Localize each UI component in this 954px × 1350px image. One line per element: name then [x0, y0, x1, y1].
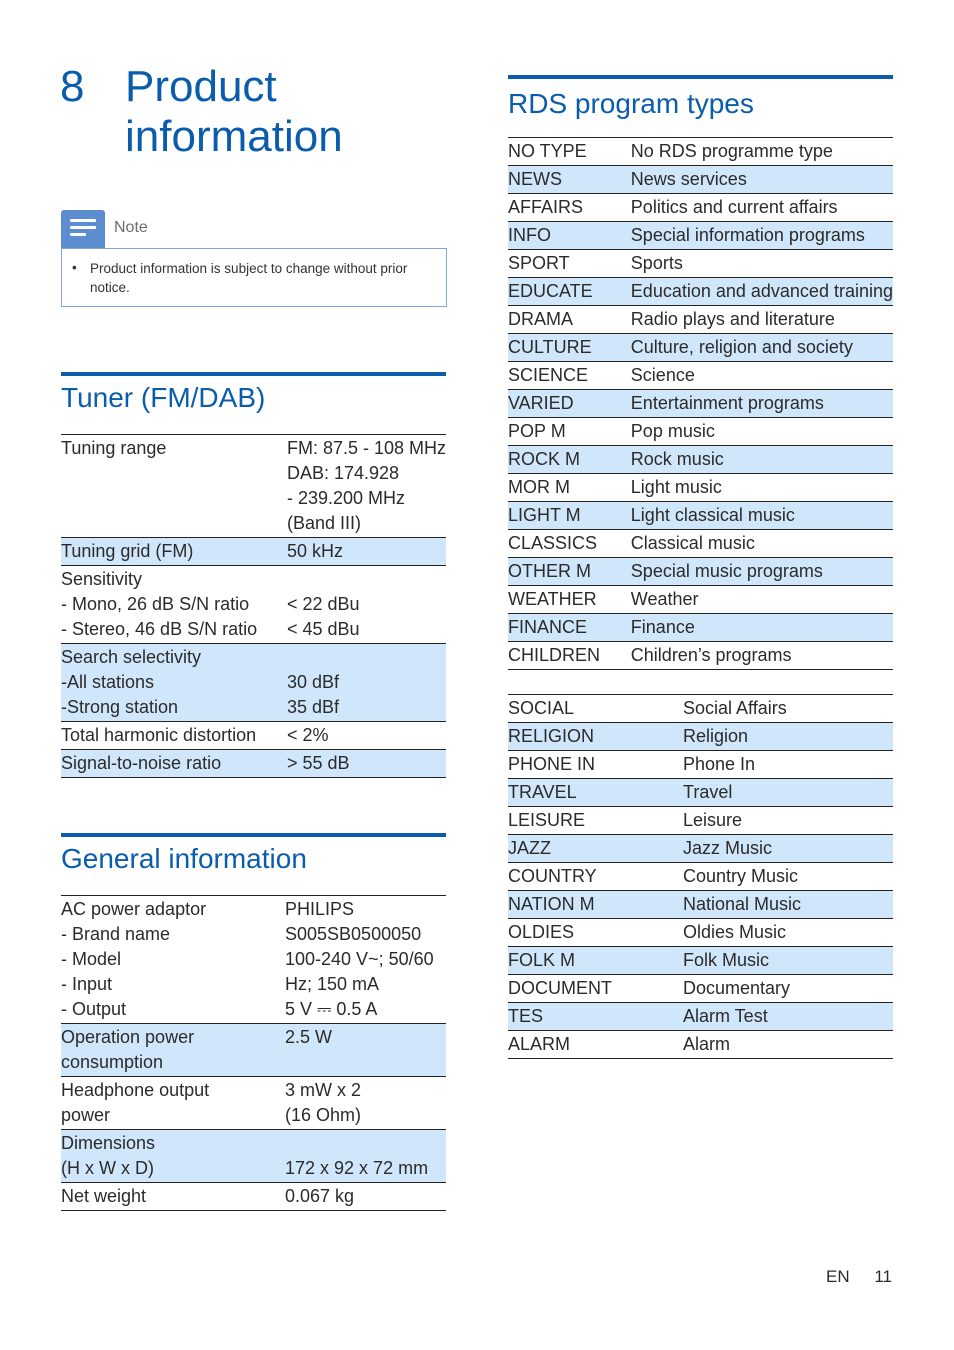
tuner-section — [61, 372, 446, 778]
table-row — [508, 306, 893, 334]
rds-description: Children’s programs — [631, 642, 893, 670]
rds-code: OTHER M — [508, 558, 631, 586]
cell-line: - Input — [61, 974, 113, 994]
general-section — [61, 833, 446, 1211]
rds-section — [508, 75, 893, 1059]
table-row — [508, 418, 893, 446]
spec-value — [287, 435, 446, 538]
cell-line: (H x W x D) — [61, 1158, 154, 1178]
rds-description: Radio plays and literature — [631, 306, 893, 334]
rds-code: CULTURE — [508, 334, 631, 362]
table-row — [508, 835, 893, 863]
note-label: Note — [114, 219, 148, 236]
rds-description: Oldies Music — [683, 919, 893, 947]
spec-value — [285, 896, 446, 1024]
rds-code: COUNTRY — [508, 863, 683, 891]
rds-code: WEATHER — [508, 586, 631, 614]
rds-description: Social Affairs — [683, 695, 893, 723]
rds-description: Folk Music — [683, 947, 893, 975]
rds-description: Leisure — [683, 807, 893, 835]
table-row — [61, 722, 446, 750]
bullet-icon: • — [72, 260, 77, 275]
rds-description: Light classical music — [631, 502, 893, 530]
table-row — [508, 194, 893, 222]
table-row — [508, 502, 893, 530]
cell-line: < 22 dBu — [286, 594, 360, 614]
rds-description: Sports — [631, 250, 893, 278]
spec-label — [61, 750, 287, 778]
cell-line: Tuning grid (FM) — [61, 541, 194, 561]
table-row — [61, 1077, 446, 1130]
cell-line: 50 kHz — [286, 541, 343, 561]
rds-description: No RDS programme type — [631, 138, 893, 166]
spec-label — [61, 1130, 285, 1183]
rds-code: LIGHT M — [508, 502, 631, 530]
rds-description: Culture, religion and society — [631, 334, 893, 362]
table-row — [508, 863, 893, 891]
cell-line: -All stations — [61, 672, 155, 692]
table-row — [61, 1183, 446, 1211]
cell-line: consumption — [61, 1052, 164, 1072]
rds-description: Country Music — [683, 863, 893, 891]
page-footer — [806, 1267, 892, 1287]
cell-line: - Output — [61, 999, 127, 1019]
table-row — [61, 435, 446, 538]
cell-line: Dimensions — [61, 1133, 156, 1153]
note-callout — [61, 210, 447, 307]
rds-description: Light music — [631, 474, 893, 502]
rds-description: Weather — [631, 586, 893, 614]
spec-label — [61, 644, 287, 722]
chapter-number: 8 — [60, 62, 85, 111]
tuner-section-title: Tuner (FM/DAB) — [61, 382, 266, 413]
rds-code: SOCIAL — [508, 695, 683, 723]
rds-code: NO TYPE — [508, 138, 631, 166]
note-header — [61, 210, 447, 248]
cell-line: AC power adaptor — [61, 899, 207, 919]
spec-value — [287, 722, 446, 750]
rds-code: TRAVEL — [508, 779, 683, 807]
rds-code: CLASSICS — [508, 530, 631, 558]
spec-value — [287, 566, 446, 644]
rds-description: Classical music — [631, 530, 893, 558]
rds-code: POP M — [508, 418, 631, 446]
rds-code: INFO — [508, 222, 631, 250]
cell-line: 172 x 92 x 72 mm — [285, 1158, 429, 1178]
spec-label — [61, 435, 287, 538]
general-spec-table — [61, 895, 446, 1211]
cell-line: Signal-to-noise ratio — [61, 753, 222, 773]
rds-code: NEWS — [508, 166, 631, 194]
table-row — [508, 751, 893, 779]
table-row — [508, 530, 893, 558]
cell-line: FM: 87.5 - 108 MHz — [286, 438, 446, 458]
rds-code: JAZZ — [508, 835, 683, 863]
spec-label — [61, 722, 287, 750]
table-row — [61, 644, 446, 722]
rds-code: EDUCATE — [508, 278, 631, 306]
table-row — [508, 446, 893, 474]
table-row — [508, 558, 893, 586]
table-row — [508, 250, 893, 278]
table-row — [508, 919, 893, 947]
cell-line: 3 mW x 2 — [285, 1080, 362, 1100]
rds-description: News services — [631, 166, 893, 194]
table-row — [508, 586, 893, 614]
spec-value — [285, 1130, 446, 1183]
spec-value — [285, 1183, 446, 1211]
cell-line: - 239.200 MHz — [286, 488, 406, 508]
cell-line: > 55 dB — [286, 753, 350, 773]
rds-description: Politics and current affairs — [631, 194, 893, 222]
cell-line: 30 dBf — [286, 672, 339, 692]
table-row — [508, 807, 893, 835]
cell-line: - Brand name — [61, 924, 171, 944]
note-lines-icon — [61, 210, 105, 248]
cell-line: Net weight — [61, 1186, 147, 1206]
rds-section-title: RDS program types — [508, 88, 754, 119]
rds-description: Documentary — [683, 975, 893, 1003]
cell-line: (16 Ohm) — [285, 1105, 362, 1125]
spec-label — [61, 896, 285, 1024]
general-section-title: General information — [61, 843, 307, 874]
cell-line: Operation power — [61, 1027, 195, 1047]
table-row — [508, 390, 893, 418]
chapter-title-line-2: information — [125, 112, 343, 161]
rds-code: FOLK M — [508, 947, 683, 975]
spec-label — [61, 566, 287, 644]
tuner-spec-table — [61, 434, 446, 778]
table-row — [508, 334, 893, 362]
cell-line: 0.067 kg — [285, 1186, 355, 1206]
table-row — [61, 750, 446, 778]
table-row — [61, 1130, 446, 1183]
rds-code: MOR M — [508, 474, 631, 502]
rds-code: SCIENCE — [508, 362, 631, 390]
page-number: 11 — [874, 1267, 892, 1286]
rds-description: Pop music — [631, 418, 893, 446]
spec-value — [287, 750, 446, 778]
note-text: Product information is subject to change without prior notice. — [90, 261, 408, 295]
cell-line: 5 V ⎓ 0.5 A — [285, 999, 378, 1019]
cell-line: 2.5 W — [285, 1027, 333, 1047]
footer-language: EN — [825, 1267, 850, 1286]
cell-line: - Mono, 26 dB S/N ratio — [61, 594, 250, 614]
rds-code: DOCUMENT — [508, 975, 683, 1003]
cell-line: S005SB0500050 — [285, 924, 422, 944]
rds-code: OLDIES — [508, 919, 683, 947]
cell-line: < 45 dBu — [286, 619, 360, 639]
table-row — [508, 222, 893, 250]
rds-description: Finance — [631, 614, 893, 642]
rds-description: Travel — [683, 779, 893, 807]
cell-line: -Strong station — [61, 697, 179, 717]
rds-description: Jazz Music — [683, 835, 893, 863]
table-row — [508, 1003, 893, 1031]
rds-description: Rock music — [631, 446, 893, 474]
cell-line: 35 dBf — [286, 697, 339, 717]
table-row — [61, 896, 446, 1024]
cell-line: 100-240 V~; 50/60 — [285, 949, 434, 969]
cell-line: Tuning range — [61, 438, 167, 458]
table-row — [508, 891, 893, 919]
spec-value — [287, 644, 446, 722]
rds-code: RELIGION — [508, 723, 683, 751]
rds-description: Alarm Test — [683, 1003, 893, 1031]
rds-description: Religion — [683, 723, 893, 751]
cell-line: Headphone output — [61, 1080, 210, 1100]
chapter-title — [125, 62, 445, 162]
rds-code: ALARM — [508, 1031, 683, 1059]
rds-description: Alarm — [683, 1031, 893, 1059]
rds-description: Education and advanced training — [631, 278, 893, 306]
table-row — [508, 975, 893, 1003]
rds-code: FINANCE — [508, 614, 631, 642]
cell-line: - Stereo, 46 dB S/N ratio — [61, 619, 258, 639]
table-row — [508, 779, 893, 807]
cell-line: Total harmonic distortion — [61, 725, 257, 745]
spec-label — [61, 1024, 285, 1077]
rds-description: Science — [631, 362, 893, 390]
rds-description: National Music — [683, 891, 893, 919]
table-row — [508, 695, 893, 723]
spec-value — [287, 538, 446, 566]
table-row — [508, 723, 893, 751]
rds-code: PHONE IN — [508, 751, 683, 779]
spec-value — [285, 1077, 446, 1130]
table-row — [508, 166, 893, 194]
note-body — [61, 248, 447, 307]
table-row — [508, 278, 893, 306]
cell-line: < 2% — [286, 725, 329, 745]
table-row — [508, 642, 893, 670]
rds-description: Special information programs — [631, 222, 893, 250]
cell-line: - Model — [61, 949, 122, 969]
rds-code: NATION M — [508, 891, 683, 919]
cell-line: power — [61, 1105, 111, 1125]
table-row — [508, 362, 893, 390]
table-row — [61, 1024, 446, 1077]
rds-code: SPORT — [508, 250, 631, 278]
cell-line: DAB: 174.928 — [286, 463, 400, 483]
cell-line: Sensitivity — [61, 569, 143, 589]
rds-code: CHILDREN — [508, 642, 631, 670]
spec-label — [61, 1183, 285, 1211]
rds-table-1 — [508, 137, 893, 670]
spec-label — [61, 538, 287, 566]
cell-line: Hz; 150 mA — [285, 974, 380, 994]
table-row — [508, 474, 893, 502]
rds-code: VARIED — [508, 390, 631, 418]
chapter-title-line-1: Product — [125, 62, 277, 111]
rds-code: LEISURE — [508, 807, 683, 835]
spec-value — [285, 1024, 446, 1077]
rds-description: Phone In — [683, 751, 893, 779]
rds-description: Entertainment programs — [631, 390, 893, 418]
table-row — [508, 1031, 893, 1059]
rds-code: TES — [508, 1003, 683, 1031]
table-row — [61, 538, 446, 566]
cell-line: (Band III) — [286, 513, 361, 533]
rds-table-2 — [508, 694, 893, 1059]
rds-code: DRAMA — [508, 306, 631, 334]
rds-code: ROCK M — [508, 446, 631, 474]
table-row — [508, 614, 893, 642]
table-row — [61, 566, 446, 644]
table-row — [508, 947, 893, 975]
cell-line: PHILIPS — [285, 899, 355, 919]
cell-line: Search selectivity — [61, 647, 202, 667]
rds-code: AFFAIRS — [508, 194, 631, 222]
rds-description: Special music programs — [631, 558, 893, 586]
spec-label — [61, 1077, 285, 1130]
table-row — [508, 138, 893, 166]
